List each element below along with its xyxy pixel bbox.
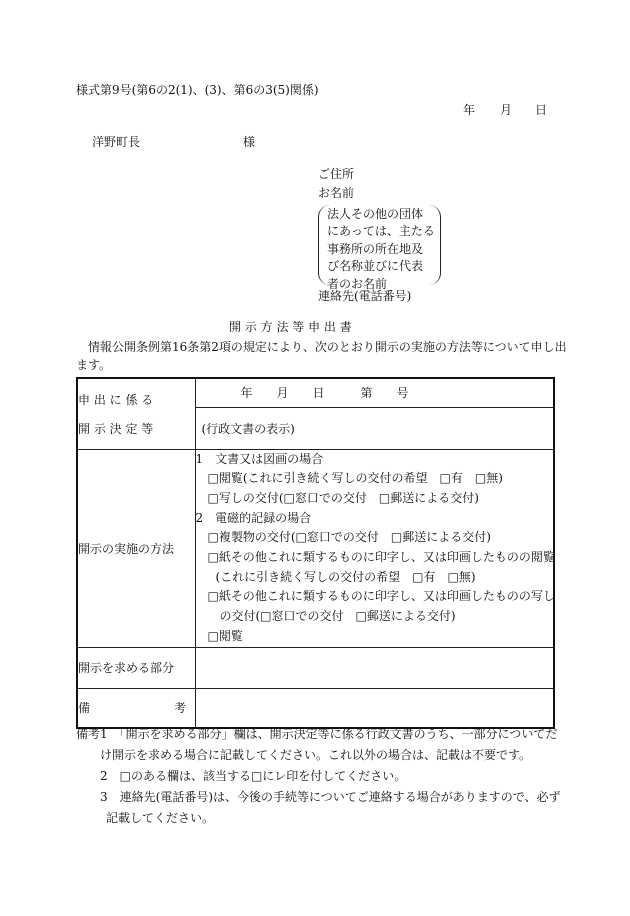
- notes-section: [76, 724, 561, 829]
- method-option[interactable]: □紙その他これに類するものに印字し、又は印画したものの写し: [207, 589, 555, 604]
- document-title: 開 示 方 法 等 申 出 書: [229, 320, 352, 334]
- name-label: お名前: [318, 186, 355, 200]
- method-option[interactable]: □紙その他これに類するものに印字し、又は印画したものの閲覧: [207, 550, 555, 565]
- addressee-name: 洋野町長: [92, 135, 141, 149]
- part-label-cell: [77, 647, 195, 688]
- method-option[interactable]: □閲覧: [207, 628, 243, 643]
- remarks-label-cell: [77, 688, 195, 728]
- note-2: 2 □のある欄は、該当する□にレ印を付してください。: [100, 769, 407, 783]
- corp-note-line: にあっては、主たる: [327, 224, 435, 239]
- decision-date-text: 年 月 日 第 号: [240, 386, 409, 401]
- contact-label: 連絡先(電話番号): [318, 289, 412, 303]
- corp-note-line: 法人その他の団体: [327, 207, 424, 221]
- date-year-label: 年: [463, 103, 476, 117]
- note-3: 3 連絡先(電話番号)は、今後の手続等についてご連絡する場合がありますので、必ず: [100, 790, 561, 804]
- request-form-table: [76, 377, 555, 729]
- date-month-label: 月: [500, 103, 513, 117]
- method-option[interactable]: □複製物の交付(□窓口での交付 □郵送による交付): [207, 530, 491, 545]
- document-display-field[interactable]: [195, 407, 554, 449]
- corp-note-line: び名称並びに代表: [327, 259, 424, 274]
- note-3-continued: 記載してください。: [106, 811, 215, 825]
- corp-note-line: 者のお名前: [327, 276, 388, 291]
- note-1-continued: け開示を求める場合に記載してください。これ以外の場合は、記載は不要です。: [100, 748, 532, 762]
- intro-text-line2: ます。: [76, 358, 112, 372]
- method-option-continued[interactable]: (これに引き続く写しの交付の希望 □有 □無): [215, 569, 476, 584]
- decision-date-field[interactable]: [195, 378, 554, 407]
- address-label: ご住所: [318, 167, 355, 181]
- note-1: 備考1 「開示を求める部分」欄は、開示決定等に係る行政文書のうち、一部分についてだ: [76, 727, 558, 741]
- part-field[interactable]: [195, 647, 554, 688]
- method-label-cell: [77, 449, 195, 647]
- part-label: 開示を求める部分: [78, 661, 175, 676]
- decision-label-line2: 開 示 決 定 等: [78, 421, 154, 436]
- method-option-continued[interactable]: の交付(□窓口での交付 □郵送による交付): [219, 609, 456, 624]
- form-number: 様式第9号(第6の2(1)、(3)、第6の3(5)関係): [76, 83, 319, 97]
- addressee-honorific: 様: [243, 135, 256, 149]
- date-day-label: 日: [535, 103, 548, 117]
- intro-text-line1: 情報公開条例第16条第2項の規定により、次のとおり開示の実施の方法等について申し出: [88, 340, 567, 354]
- method-options-cell: [195, 449, 554, 647]
- method-option[interactable]: □写しの交付(□窓口での交付 □郵送による交付): [207, 490, 479, 505]
- corp-note: [327, 206, 435, 293]
- method-section-1: 1 文書又は図画の場合: [195, 451, 324, 466]
- corp-note-line: 事務所の所在地及: [327, 241, 424, 256]
- remarks-label: 備 考: [78, 701, 187, 716]
- remarks-field[interactable]: [195, 688, 554, 728]
- decision-label-line1: 申 出 に 係 る: [78, 392, 154, 407]
- decision-label-cell: [77, 378, 195, 449]
- method-option[interactable]: □閲覧(これに引き続く写しの交付の希望 □有 □無): [207, 471, 503, 486]
- method-label: 開示の実施の方法: [78, 541, 175, 556]
- document-display-label: (行政文書の表示): [201, 421, 295, 436]
- method-section-2: 2 電磁的記録の場合: [195, 510, 312, 525]
